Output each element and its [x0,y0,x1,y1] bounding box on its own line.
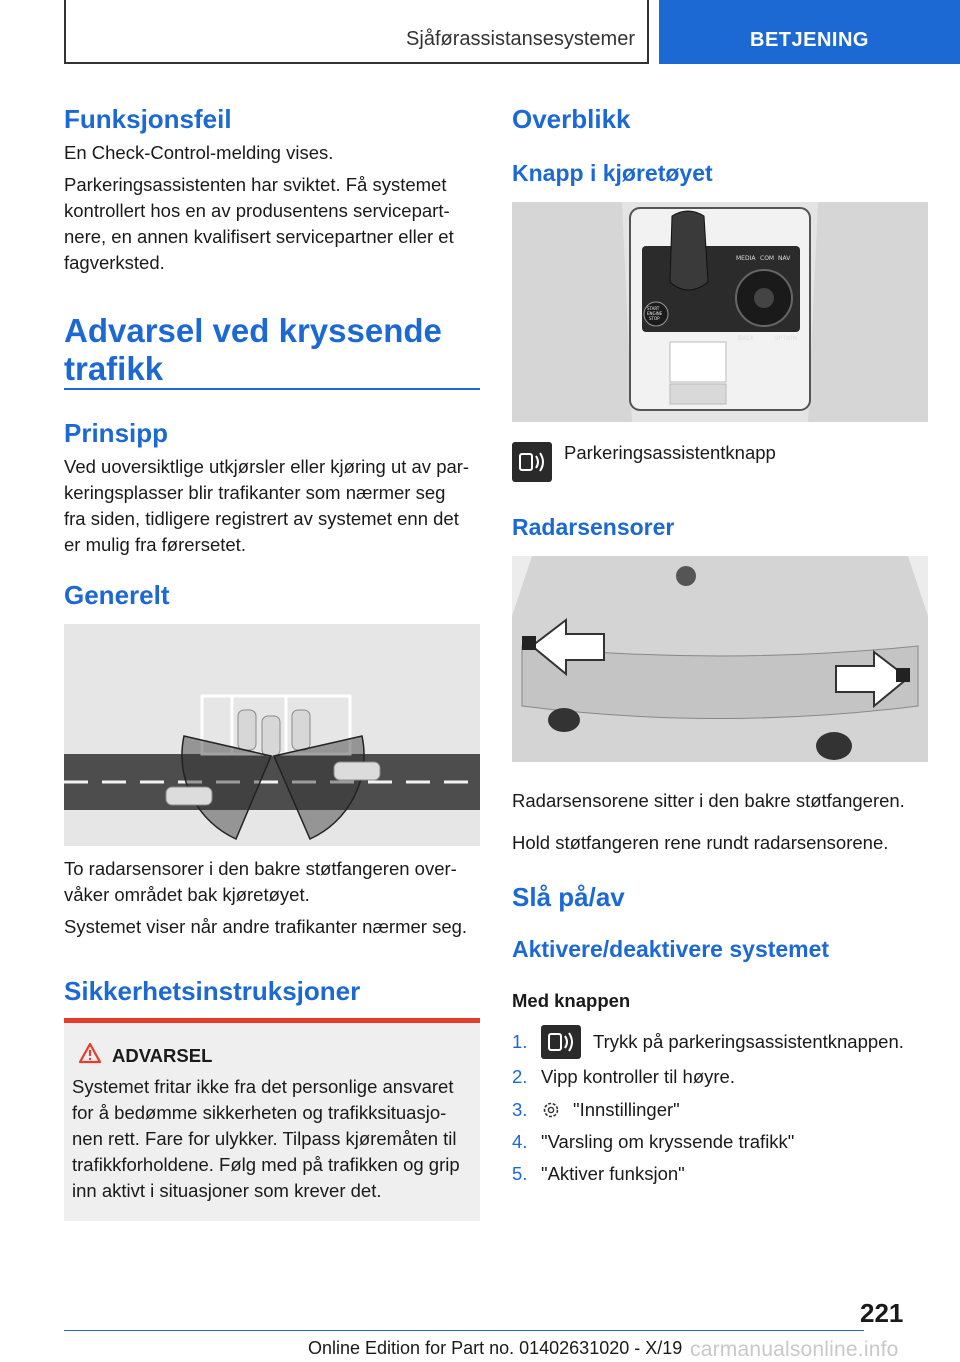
cross-traffic-illustration [64,624,480,846]
text-line: Ved uoversiktlige utkjørsler eller kjøring ut av par- [64,456,470,477]
gear-icon [541,1100,561,1120]
step-text: Vipp kontroller til høyre. [541,1066,735,1087]
header-section-title: Sjåførassistansesystemer [406,28,635,50]
knapp-heading: Knapp i kjøretøyet [512,160,713,186]
sla-heading: Slå på/av [512,882,625,912]
funksjonsfeil-heading: Funksjonsfeil [64,104,232,134]
sikkerhet-heading: Sikkerhetsinstruksjoner [64,976,361,1006]
header-section-box [64,0,649,64]
console-start-label: START [647,306,660,311]
knapp-caption: Parkeringsassistentknapp [564,442,776,463]
radar-p2: Hold støtfangeren rene rundt radarsensorene. [512,832,889,853]
console-back-label: BACK [738,335,755,342]
console-engine-label: ENGINE [647,311,663,316]
text-line: fagverksted. [64,252,165,273]
text-line: våker området bak kjøretøyet. [64,884,310,905]
parking-assist-button-icon [512,442,552,482]
funksjonsfeil-p1: En Check-Control-melding vises. [64,142,334,163]
text-line: Systemet fritar ikke fra det personlige ansvaret [72,1076,454,1097]
text-line: keringsplasser blir trafikanter som nærmer seg [64,482,446,503]
step-number: 3. [512,1099,528,1120]
advarsel-heading [64,312,442,388]
heading-line: trafikk [64,350,164,387]
console-media-label: MEDIA [736,255,756,262]
console-nav-label: NAV [778,255,791,262]
page-number: 221 [860,1298,904,1328]
step-item [512,1094,928,1126]
generelt-p2: Systemet viser når andre trafikanter nærmer seg. [64,916,468,937]
generelt-p1 [64,856,480,908]
header-chapter-title: BETJENING [750,29,869,51]
warning-text [72,1074,476,1204]
parking-assist-button-icon [541,1025,581,1059]
step-number: 5. [512,1163,528,1184]
center-console-illustration [512,202,928,422]
warning-triangle-icon [78,1042,102,1064]
prinsipp-text [64,454,480,558]
step-text: "Varsling om kryssende trafikk" [541,1131,795,1152]
warning-bar [64,1018,480,1023]
step-item [512,1126,928,1158]
step-item [512,1060,928,1094]
funksjonsfeil-p2 [64,172,480,276]
step-number: 1. [512,1031,528,1052]
text-line: er mulig fra førersetet. [64,534,246,555]
rear-bumper-illustration [512,556,928,762]
aktivere-subtitle: Med knappen [512,990,631,1011]
radar-p1: Radarsensorene sitter i den bakre støtfangeren. [512,790,905,811]
text-line: To radarsensorer i den bakre støtfangeren over- [64,858,457,879]
text-line: kontrollert hos en av produsentens servicepart- [64,200,450,221]
console-com-label: COM [760,255,775,262]
warning-label: ADVARSEL [112,1045,213,1066]
step-number: 4. [512,1131,528,1152]
text-line: for å bedømme sikkerheten og trafikksituasjo- [72,1102,447,1123]
console-option-label: OPTION [774,335,797,342]
section-rule [64,388,480,390]
text-line: nere, en annen kvalifisert servicepartner eller et [64,226,454,247]
step-item [512,1158,928,1190]
header-chapter-tab [659,0,960,64]
prinsipp-heading: Prinsipp [64,418,169,448]
text-line: Parkeringsassistenten har sviktet. Få systemet [64,174,447,195]
steps-list [512,1024,928,1190]
footer-watermark: carmanualsonline.info [690,1338,899,1361]
step-text: Trykk på parkeringsassistentknappen. [593,1031,904,1052]
overblikk-heading: Overblikk [512,104,631,134]
generelt-heading: Generelt [64,580,170,610]
text-line: fra siden, tidligere registrert av systemet enn det [64,508,459,529]
aktivere-heading: Aktivere/deaktivere systemet [512,936,830,962]
step-text: "Aktiver funksjon" [541,1163,685,1184]
heading-line: Advarsel ved kryssende [64,312,442,349]
footer-rule [64,1330,864,1331]
footer-edition: Online Edition for Part no. 01402631020 - X/19 [308,1338,683,1358]
console-stop-label: STOP [649,316,660,321]
warning-box [64,1018,480,1221]
text-line: trafikkforholdene. Følg med på trafikken og grip [72,1154,460,1175]
text-line: inn aktivt i situasjoner som krever det. [72,1180,382,1201]
step-text: "Innstillinger" [573,1099,680,1120]
step-number: 2. [512,1066,528,1087]
step-item [512,1024,928,1060]
radar-heading: Radarsensorer [512,514,675,540]
text-line: nen rett. Fare for ulykker. Tilpass kjøremåten til [72,1128,457,1149]
